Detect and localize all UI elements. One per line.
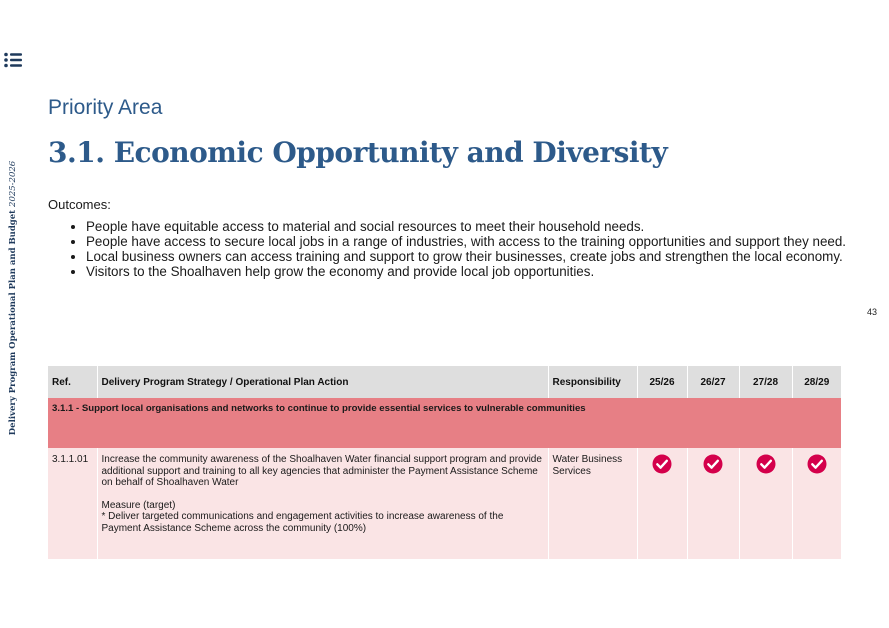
- priority-area-label: Priority Area: [48, 96, 163, 119]
- header-year-2728: 27/28: [739, 366, 792, 398]
- side-title-years: 2025-2026: [8, 160, 18, 207]
- page-title: 3.1. Economic Opportunity and Diversity: [48, 136, 668, 169]
- delivery-program-table: [48, 366, 841, 559]
- row-year-2526: [637, 448, 687, 559]
- row-year-2627: [687, 448, 739, 559]
- row-responsibility: Water Business Services: [548, 448, 637, 559]
- outcome-item: • People have equitable access to material and social resources to meet their household needs.: [86, 219, 866, 234]
- header-year-2829: 28/29: [792, 366, 841, 398]
- row-year-2829: [792, 448, 841, 559]
- row-measure: * Deliver targeted communications and engagement activities to increase awareness of the Payment Assistance Scheme across the community (100%): [101, 511, 504, 534]
- row-year-2728: [739, 448, 792, 559]
- check-circle-icon: [756, 454, 776, 474]
- header-responsibility: Responsibility: [548, 366, 637, 398]
- header-year-2526: 25/26: [637, 366, 687, 398]
- table-header-row: [48, 366, 841, 398]
- table-row: [48, 448, 841, 559]
- row-ref: 3.1.1.01: [48, 448, 97, 559]
- list-menu-icon[interactable]: [4, 52, 22, 68]
- outcomes-label: Outcomes:: [48, 197, 111, 212]
- header-action: Delivery Program Strategy / Operational Plan Action: [97, 366, 548, 398]
- header-year-2627: 26/27: [687, 366, 739, 398]
- side-title-text: Delivery Program Operational Plan and Budget: [8, 209, 18, 436]
- check-circle-icon: [807, 454, 827, 474]
- row-action-cell: [97, 448, 548, 559]
- row-action: Increase the community awareness of the Shoalhaven Water financial support program and provide additional support and training to all key agencies that administer the Payment Assistance Scheme on behalf of Shoalhaven Water: [101, 454, 542, 488]
- strategy-row: [48, 398, 841, 448]
- check-circle-icon: [652, 454, 672, 474]
- row-measure-label: Measure (target): [101, 499, 176, 511]
- outcome-item: • Local business owners can access training and support to grow their businesses, create jobs and strengthen the local economy.: [86, 249, 866, 264]
- check-circle-icon: [703, 454, 723, 474]
- header-ref: Ref.: [48, 366, 97, 398]
- outcome-item: • Visitors to the Shoalhaven help grow the economy and provide local job opportunities.: [86, 264, 866, 279]
- page-number: 43: [867, 307, 878, 317]
- outcome-item: • People have access to secure local jobs in a range of industries, with access to the training opportunities and support they need.: [86, 234, 866, 249]
- document-side-title: [8, 161, 18, 435]
- strategy-text: 3.1.1 - Support local organisations and networks to continue to provide essential services to vulnerable communities: [48, 398, 841, 448]
- outcomes-list: [66, 219, 866, 279]
